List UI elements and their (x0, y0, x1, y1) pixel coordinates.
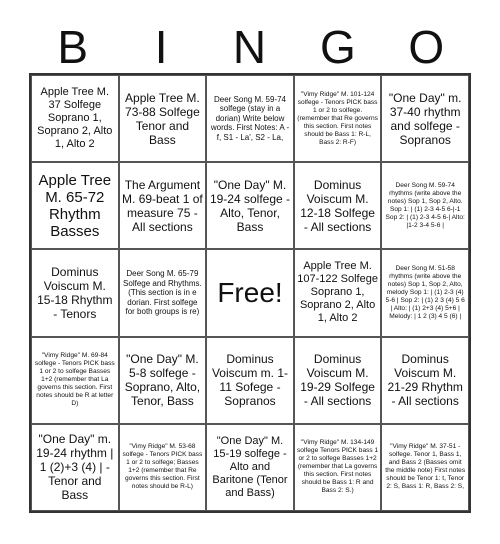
bingo-cell-text: Dominus Voiscum m. 1-11 Sofege - Sopranos (211, 352, 288, 409)
header-letter-i: I (154, 21, 169, 73)
bingo-cell[interactable] (381, 337, 469, 424)
bingo-cell-text: "Vimy Ridge" M. 134-149 solfege Tenors PICK bass 1 or 2 to solfege Basses 1+2 (remember that La governs this section. First notes should be Bass 1: R and Bass 2: S.) (296, 439, 379, 495)
bingo-cell-text: "Vimy Ridge" M. 37-51 - solfege. Tenor 1, Bass 1, and Bass 2 (Basses omit the middle note) First notes should be Tenor 1: t, Tenor 2: S, Bass 1: R, Bass 2: S, (385, 443, 466, 491)
bingo-cell[interactable] (381, 75, 469, 162)
bingo-cell-text: Deer Song M. 59-74 solfege (stay in a dorian) Write below words. First Notes: A - f, S1 - La', S2 - La, (210, 94, 290, 142)
bingo-cell[interactable] (119, 75, 207, 162)
bingo-cell[interactable] (206, 162, 294, 249)
bingo-cell[interactable] (206, 75, 294, 162)
bingo-cell[interactable] (206, 249, 294, 336)
bingo-cell-text: Deer Song M. 65-79 Solfege and Rhythms. (This section is in e dorian. First solfege for both groups is re) (123, 269, 202, 317)
bingo-cell[interactable] (294, 424, 382, 511)
bingo-cell-text: The Argument M. 69-beat 1 of measure 75 - All sections (122, 177, 203, 234)
bingo-cell-text: "One Day" m. 19-24 rhythm | 1 (2)+3 (4) | - Tenor and Bass (36, 432, 114, 503)
bingo-cell[interactable] (31, 424, 119, 511)
bingo-cell-text: Deer Song M. 59-74 rhythms (write above the notes) Sop 1, Sop 2, Alto. Sop 1: | (1) 2-3 4-5 6-|-1 Sop 2: | (1) 2-3 4-5 6-| Alto: |1-2 3-4 5-6 | (385, 181, 465, 229)
bingo-cell-text: Apple Tree M. 73-88 Solfege Tenor and Bass (125, 90, 200, 147)
bingo-cell[interactable] (294, 162, 382, 249)
bingo-cell[interactable] (206, 424, 294, 511)
bingo-cell[interactable] (119, 424, 207, 511)
bingo-cell[interactable] (294, 337, 382, 424)
bingo-cell-text: "Vimy Ridge" M. 69-84 solfege - Tenors PICK bass 1 or 2 to solfege Basses 1+2 (remember that La governs this section. First notes should be R at letter D) (34, 352, 115, 408)
bingo-cell[interactable] (119, 162, 207, 249)
header-letter-g: G (320, 21, 357, 73)
bingo-cell-text: Dominus Voiscum M. 15-18 Rhythm - Tenors (37, 264, 113, 321)
header-letter-n: N (232, 21, 268, 73)
bingo-cell-text: Apple Tree M. 65-72 Rhythm Basses (38, 171, 112, 240)
bingo-cell[interactable] (31, 162, 119, 249)
bingo-header (29, 22, 471, 72)
bingo-cell[interactable] (206, 337, 294, 424)
bingo-cell[interactable] (381, 249, 469, 336)
bingo-cell-text: Apple Tree M. 107-122 Solfege Soprano 1, Soprano 2, Alto 1, Alto 2 (297, 260, 378, 325)
header-letter-o: O (408, 21, 446, 73)
bingo-cell-text: Dominus Voiscum M. 21-29 Rhythm - All sections (387, 352, 463, 409)
bingo-cell[interactable] (381, 424, 469, 511)
bingo-cell[interactable] (31, 75, 119, 162)
bingo-cell-text: "Vimy Ridge" M. 53-68 solfege - Tenors PICK bass 1 or 2 to solfege; Basses 1+2 (remember that Re governs this section. First notes should be R-L) (122, 443, 203, 491)
bingo-cell-text: "Vimy Ridge" M. 101-124 solfege - Tenors PICK bass 1 or 2 to solfege. (remember that Re governs this section. First notes should be Bass 1: R-L, Bass 2: R-F) (297, 90, 378, 146)
bingo-cell[interactable] (119, 249, 207, 336)
bingo-cell[interactable] (119, 337, 207, 424)
bingo-cell-text: Dominus Voiscum M. 12-18 Solfege - All sections (300, 177, 375, 234)
bingo-cell-text: "One Day" M. 5-8 solfege - Soprano, Alto, Tenor, Bass (124, 352, 201, 409)
bingo-cell-text: Deer Song M. 51-58 rhythms (write above the notes) Sop 1, Sop 2, Alto, melody Sop 1: | (1) 2-3 (4) 5-6 | Sop 2: | (1) 2 3 (4) 5 6 | Alto: | (1) 2+3 (4) 5+6 | Melody: | 1 2 (3) 4 5 (6) | (385, 264, 465, 320)
bingo-cell[interactable] (31, 337, 119, 424)
bingo-cell[interactable] (294, 249, 382, 336)
bingo-board (29, 73, 471, 513)
bingo-cell-text: "One Day" M. 15-19 solfege - Alto and Baritone (Tenor and Bass) (212, 434, 288, 499)
bingo-cell[interactable] (294, 75, 382, 162)
bingo-cell[interactable] (381, 162, 469, 249)
bingo-cell-text: "One Day" M. 19-24 solfege - Alto, Tenor, Bass (209, 177, 291, 234)
bingo-cell-text: Dominus Voiscum M. 19-29 Solfege - All sections (300, 352, 375, 409)
bingo-cell-text: Apple Tree M. 37 Solfege Soprano 1, Soprano 2, Alto 1, Alto 2 (37, 86, 113, 151)
header-letter-b: B (57, 21, 90, 73)
bingo-cell-text: "One Day" m. 37-40 rhythm and solfege - Sopranos (388, 90, 462, 147)
bingo-cell[interactable] (31, 249, 119, 336)
bingo-cell-text: Free! (217, 276, 283, 308)
